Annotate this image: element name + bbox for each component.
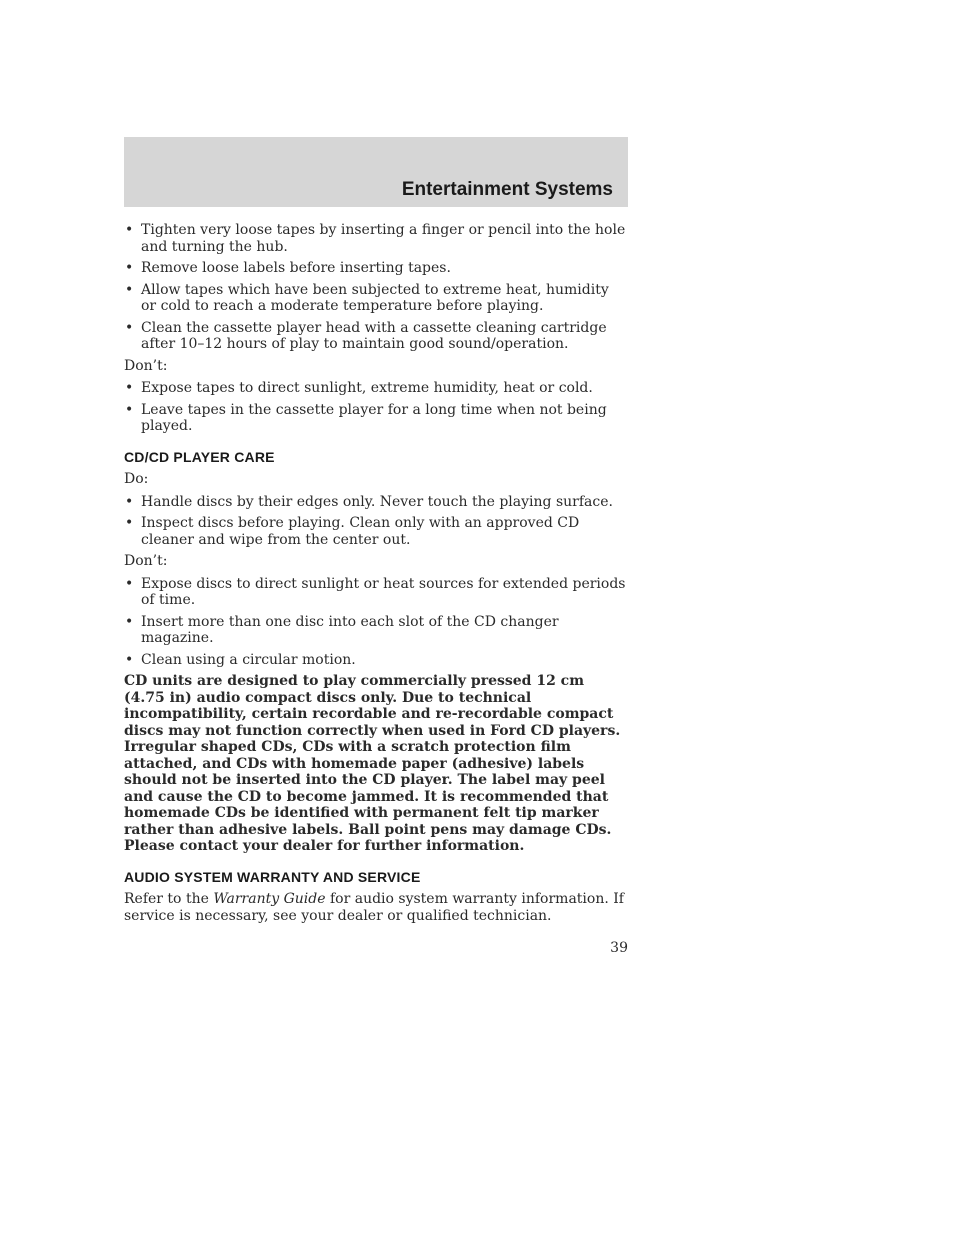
warranty-text-end: for audio system warranty information. If service is necessary, see your dealer or qualified technician. <box>124 891 624 924</box>
warranty-guide-title: Warranty Guide <box>213 891 326 907</box>
page-number: 39 <box>610 940 628 956</box>
list-item: • Leave tapes in the cassette player for a long time when not being played. <box>124 402 628 435</box>
tape-dont-label: Don’t: <box>124 357 168 374</box>
list-item: • Expose discs to direct sunlight or heat sources for extended periods of time. <box>124 576 628 609</box>
list-item: • Inspect discs before playing. Clean only with an approved CD cleaner and wipe from the center out. <box>124 515 628 548</box>
page-title: Entertainment Systems <box>401 179 613 200</box>
list-item: • Tighten very loose tapes by inserting a finger or pencil into the hole and turning the hub. <box>124 222 628 255</box>
warranty-paragraph <box>124 891 628 924</box>
list-item: • Allow tapes which have been subjected to extreme heat, humidity or cold to reach a moderate temperature before playing. <box>124 282 628 315</box>
header-band <box>124 137 628 207</box>
list-item: • Expose tapes to direct sunlight, extreme humidity, heat or cold. <box>124 380 628 397</box>
cd-warning-paragraph: CD units are designed to play commercially pressed 12 cm (4.75 in) audio compact discs only. Due to technical incompatibility, certain recordable and re-recordable compact discs may not function correctly when used in Ford CD players. Irregular shaped CDs, CDs with a scratch protection film attached, and CDs with homemade paper (adhesive) labels should not be inserted into the CD player. The label may peel and cause the CD to become jammed. It is recommended that homemade CDs be identified with permanent felt tip marker rather than adhesive labels. Ball point pens may damage CDs. Please contact your dealer for further information. <box>124 673 621 854</box>
cd-do-list <box>124 494 628 549</box>
page-content <box>124 222 628 957</box>
cd-dont-list <box>124 576 628 669</box>
warranty-text-start: Refer to the <box>124 891 214 907</box>
list-item: • Remove loose labels before inserting tapes. <box>124 260 628 277</box>
manual-page <box>124 137 628 957</box>
section-heading-warranty: AUDIO SYSTEM WARRANTY AND SERVICE <box>124 868 421 885</box>
list-item: • Clean using a circular motion. <box>124 652 628 669</box>
cd-do-label: Do: <box>124 471 149 487</box>
cd-dont-label: Don’t: <box>124 553 168 569</box>
list-item: • Insert more than one disc into each slot of the CD changer magazine. <box>124 614 628 647</box>
tape-do-list <box>124 222 628 353</box>
list-item: • Clean the cassette player head with a cassette cleaning cartridge after 10–12 hours of play to maintain good sound/operation. <box>124 320 628 353</box>
tape-dont-list <box>124 380 628 435</box>
section-heading-cd-care: CD/CD PLAYER CARE <box>124 448 275 465</box>
list-item: • Handle discs by their edges only. Never touch the playing surface. <box>124 494 628 511</box>
